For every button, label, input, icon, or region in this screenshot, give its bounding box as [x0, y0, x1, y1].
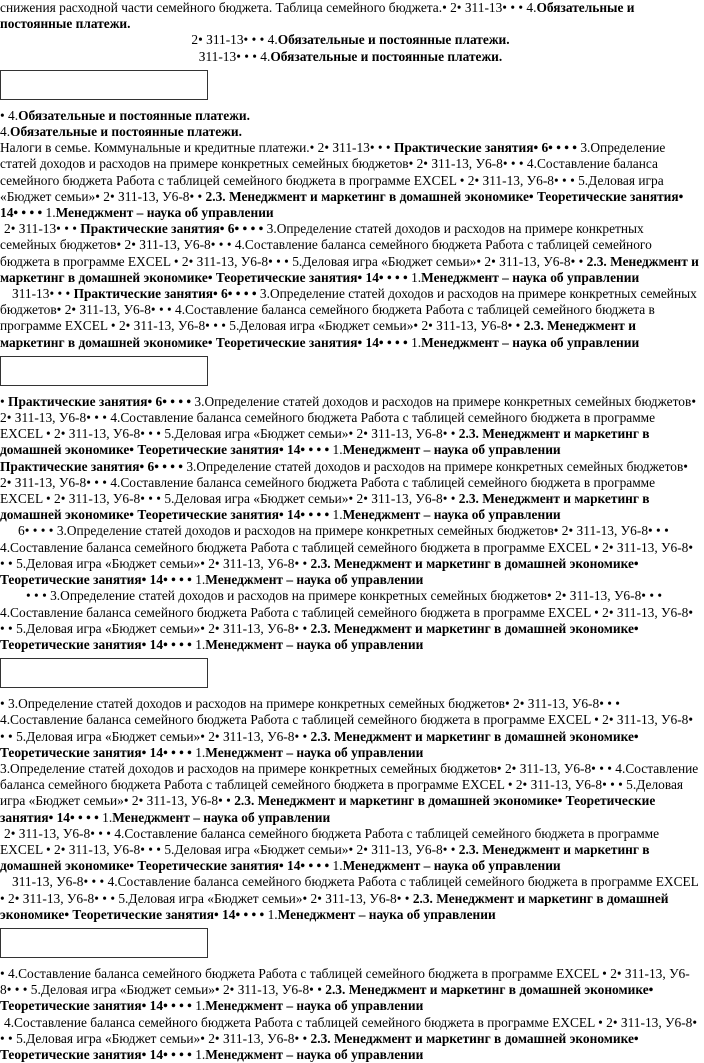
paragraph-11: Практические занятия• 6• • • • 3.Определение статей доходов и расходов на примере конкретных семейных бюджетов• 2• З11-13, У6-8• • • 4.Составление баланса семейного бюджета Работа с таблицей семейного бюджета в программе EXCEL • 2• З11-13, У6-8• • • 5.Деловая игра «Бюджет семьи»• 2• З11-13, У6-8• • 2.3. Менеджмент и маркетинг в домашней экономике• Теоретические занятия• 14• • • • 1.Менеджмент – наука об управлении — [0, 458, 688, 523]
paragraph-10: • Практические занятия• 6• • • • 3.Определение статей доходов и расходов на примере конкретных семейных бюджетов• 2• З11-13, У6-8• • • 4.Составление баланса семейного бюджета Работа с таблицей семейного бюджета в программе EXCEL • 2• З11-13, У6-8• • • 5.Деловая игра «Бюджет семьи»• 2• З11-13, У6-8• • 2.3. Менеджмент и маркетинг в домашней экономике• Теоретические занятия• 14• • • • 1.Менеджмент – наука об управлении — [0, 393, 697, 458]
paragraph-7: 2• З11-13• • • Практические занятия• 6• • • • 3.Определение статей доходов и расходов на примере конкретных семейных бюджетов• 2• З11-13, У6-8• • • 4.Составление баланса семейного бюджета Работа с таблицей семейного бюджета в программе EXCEL • 2• З11-13, У6-8• • • 5.Деловая игра «Бюджет семьи»• 2• З11-13, У6-8• • 2.3. Менеджмент и маркетинг в домашней экономике• Теоретические занятия• 14• • • • 1.Менеджмент – наука об управлении — [0, 221, 699, 285]
paragraph-13: • • • 3.Определение статей доходов и расходов на примере конкретных семейных бюджетов• 2• З11-13, У6-8• • • 4.Составление баланса семейного бюджета Работа с таблицей семейного бюджета в программе EXCEL • 2• З11-13, У6-8• • • 5.Деловая игра «Бюджет семьи»• 2• З11-13, У6-8• • 2.3. Менеджмент и маркетинг в домашней экономике• Теоретические занятия• 14• • • • 1.Менеджмент – наука об управлении — [0, 588, 694, 652]
paragraph-2: З11-13• • • 4.Обязательные и постоянные платежи. — [198, 48, 503, 64]
paragraph-15: • 3.Определение статей доходов и расходов на примере конкретных семейных бюджетов• 2• З11-13, У6-8• • • 4.Составление баланса семейного бюджета Работа с таблицей семейного бюджета в программе EXCEL • 2• З11-13, У6-8• • • 5.Деловая игра «Бюджет семьи»• 2• З11-13, У6-8• • 2.3. Менеджмент и маркетинг в домашней экономике• Теоретические занятия• 14• • • • 1.Менеджмент – наука об управлении — [0, 696, 694, 760]
paragraph-20: • 4.Составление баланса семейного бюджета Работа с таблицей семейного бюджета в программе EXCEL • 2• З11-13, У6-8• • • 5.Деловая игра «Бюджет семьи»• 2• З11-13, У6-8• • 2.3. Менеджмент и маркетинг в домашней экономике• Теоретические занятия• 14• • • • 1.Менеджмент – наука об управлении — [0, 965, 690, 1014]
empty-frame — [0, 70, 208, 100]
paragraph-18: З11-13, У6-8• • • 4.Составление баланса семейного бюджета Работа с таблицей семейного бюджета в программе EXCEL • 2• З11-13, У6-8• • • 5.Деловая игра «Бюджет семьи»• 2• З11-13, У6-8• • 2.3. Менеджмент и маркетинг в домашней экономике• Теоретические занятия• 14• • • • 1.Менеджмент – наука об управлении — [0, 874, 699, 922]
paragraph-6: Налоги в семье. Коммунальные и кредитные платежи.• 2• З11-13• • • Практические занятия• 6• • • • 3.Определение статей доходов и расходов на примере конкретных семейных бюджетов• 2• З11-13, У6-8• • • 4.Составление баланса семейного бюджета Работа с таблицей семейного бюджета в программе EXCEL • 2• З11-13, У6-8• • • 5.Деловая игра «Бюджет семьи»• 2• З11-13, У6-8• • 2.3. Менеджмент и маркетинг в домашней экономике• Теоретические занятия• 14• • • • 1.Менеджмент – наука об управлении — [0, 140, 684, 221]
paragraph-1: 2• З11-13• • • 4.Обязательные и постоянные платежи. — [191, 32, 510, 48]
paragraph-8: З11-13• • • Практические занятия• 6• • • • 3.Определение статей доходов и расходов на примере конкретных семейных бюджетов• 2• З11-13, У6-8• • • 4.Составление баланса семейного бюджета Работа с таблицей семейного бюджета в программе EXCEL • 2• З11-13, У6-8• • • 5.Деловая игра «Бюджет семьи»• 2• З11-13, У6-8• • 2.3. Менеджмент и маркетинг в домашней экономике• Теоретические занятия• 14• • • • 1.Менеджмент – наука об управлении — [0, 286, 697, 350]
empty-frame — [0, 928, 208, 958]
paragraph-5: 4.Обязательные и постоянные платежи. — [0, 124, 242, 140]
paragraph-16: 3.Определение статей доходов и расходов на примере конкретных семейных бюджетов• 2• З11-13, У6-8• • • 4.Составление баланса семейного бюджета Работа с таблицей семейного бюджета в программе EXCEL • 2• З11-13, У6-8• • • 5.Деловая игра «Бюджет семьи»• 2• З11-13, У6-8• • 2.3. Менеджмент и маркетинг в домашней экономике• Теоретические занятия• 14• • • • 1.Менеджмент – наука об управлении — [0, 760, 699, 825]
paragraph-0: снижения расходной части семейного бюджета. Таблица семейного бюджета.• 2• З11-13• • • 4.Обязательные и постоянные платежи. — [0, 0, 635, 32]
paragraph-21: 4.Составление баланса семейного бюджета Работа с таблицей семейного бюджета в программе EXCEL • 2• З11-13, У6-8• • • 5.Деловая игра «Бюджет семьи»• 2• З11-13, У6-8• • 2.3. Менеджмент и маркетинг в домашней экономике• Теоретические занятия• 14• • • • 1.Менеджмент – наука об управлении — [0, 1014, 698, 1062]
empty-frame — [0, 356, 208, 386]
paragraph-17: 2• З11-13, У6-8• • • 4.Составление баланса семейного бюджета Работа с таблицей семейного бюджета в программе EXCEL • 2• З11-13, У6-8• • • 5.Деловая игра «Бюджет семьи»• 2• З11-13, У6-8• • 2.3. Менеджмент и маркетинг в домашней экономике• Теоретические занятия• 14• • • • 1.Менеджмент – наука об управлении — [0, 825, 660, 874]
paragraph-12: 6• • • • 3.Определение статей доходов и расходов на примере конкретных семейных бюджетов• 2• З11-13, У6-8• • • 4.Составление баланса семейного бюджета Работа с таблицей семейного бюджета в программе EXCEL • 2• З11-13, У6-8• • • 5.Деловая игра «Бюджет семьи»• 2• З11-13, У6-8• • 2.3. Менеджмент и маркетинг в домашней экономике• Теоретические занятия• 14• • • • 1.Менеджмент – наука об управлении — [0, 523, 694, 588]
empty-frame — [0, 658, 208, 688]
paragraph-4: • 4.Обязательные и постоянные платежи. — [0, 107, 250, 123]
